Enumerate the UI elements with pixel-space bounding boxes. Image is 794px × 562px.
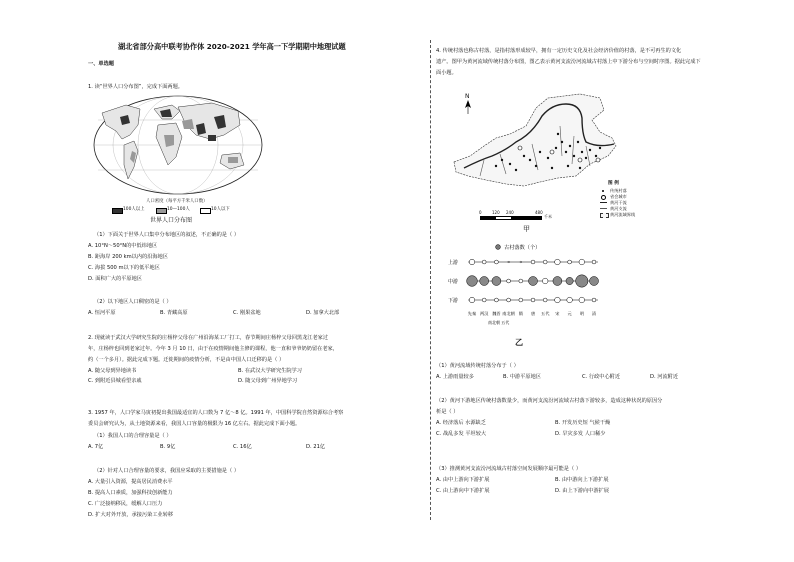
q3-1-option-c: C. 16亿 <box>233 444 252 450</box>
q1-2-option-d: D. 加拿大北部 <box>306 310 340 316</box>
tributary-line-icon <box>600 208 607 209</box>
q4-1-option-b: B. 中游平原地区 <box>503 374 541 380</box>
scale-label-0: 0 <box>479 210 482 215</box>
chart-point <box>508 261 510 263</box>
q3-2-option-d: D. 扩大对外开放，承接污染工业转移 <box>88 512 174 518</box>
chart-point <box>469 259 475 265</box>
chart-x-tick-label: 五代 <box>541 311 550 316</box>
q4-2-option-c: C. 战乱多发 平坦较大 <box>436 431 487 437</box>
legend-capital: 省会城市 <box>610 194 627 199</box>
q3-2-option-c: C. 广泛接纳移民，缓解人口压力 <box>88 501 163 507</box>
chart-x-tick-label: 明 <box>579 311 584 316</box>
chart-point <box>520 261 522 263</box>
chart-point <box>467 276 478 287</box>
chart-point <box>579 259 585 265</box>
chart-point <box>579 297 585 303</box>
legend-swatch-dense <box>112 208 123 214</box>
chart-point <box>519 298 523 302</box>
chart-row-label: 中游 <box>448 279 459 285</box>
q3-2-stem: （2）针对人口合理容量的要求，我国应采取的主要措施是（ ） <box>94 468 240 474</box>
chart-x-tick-label: 魏晋 <box>492 311 501 316</box>
legend-label-dense: 100人以上 <box>123 207 145 212</box>
q1-2-option-a: A. 恒河平原 <box>88 310 116 316</box>
chart-point <box>519 279 523 283</box>
chart-point <box>492 277 501 286</box>
map2-caption: 甲 <box>523 225 530 233</box>
q2-line-3: 约（一个多月）。据此完成下题。迁徙期间的疫情分析，不是由中国人口迁移的是（ ） <box>88 357 285 363</box>
chart-legend-label: 古村落数（个） <box>504 245 541 251</box>
chart-row-label: 下游 <box>448 298 459 304</box>
q3-1-stem: （1）我国人口的合理容量是（ ） <box>94 433 172 439</box>
q4-3-option-a: A. 由中上游向下游扩展 <box>436 477 490 483</box>
chart-x-tick-label: 南北朝 <box>502 311 515 316</box>
chart-point <box>469 297 475 303</box>
q4-1-stem: （1）黄河流域传统村落分布于（ ） <box>436 363 519 369</box>
q1-1-option-a: A. 10°N～50°N的中低纬地区 <box>88 243 158 249</box>
village-dot-icon <box>602 190 604 192</box>
north-arrow-icon <box>464 100 472 114</box>
chart-x-tick-label: 两汉 <box>480 311 489 316</box>
q2-line-2: 年，庄杨梓也回到老家过年。今年 3 月 10 日，由于在疫情期间他主修的课程，他一直和爷爷奶奶留在老家， <box>88 346 338 352</box>
scale-unit: 千米 <box>544 214 552 219</box>
chart-point <box>592 260 596 264</box>
section-heading: 一、单选题 <box>88 61 114 67</box>
legend-label-medium: 10—100人 <box>167 207 190 212</box>
chart-point <box>542 278 548 284</box>
legend-boundary: 黄河流域界线 <box>610 212 636 217</box>
q1-1-option-d: D. 面积广大的平原地区 <box>88 276 142 282</box>
q4-3-option-c: C. 由上游向中下游扩展 <box>436 488 490 494</box>
map2-legend-title: 图 例 <box>608 181 619 186</box>
chart-point <box>543 298 547 302</box>
q4-2-option-b: B. 开发历史短 气候干燥 <box>555 420 611 426</box>
chart-point <box>529 277 538 286</box>
q3-2-option-b: B. 提高人口素质，加强科技创新能力 <box>88 490 173 496</box>
q4-3-option-b: B. 由中游向上下游扩展 <box>555 477 609 483</box>
chart-x-tick-label: 先秦 <box>467 311 477 316</box>
chart-point <box>555 297 561 303</box>
map1-legend-title: 人口密度（每平方千米人口数） <box>146 199 208 204</box>
q2-option-c: C. 到附近县城看望亲戚 <box>88 378 142 384</box>
chart-point <box>566 277 573 284</box>
chart-point <box>555 259 561 265</box>
chart-point <box>568 260 572 264</box>
scale-label-480: 480 <box>535 210 543 215</box>
scale-label-240: 240 <box>506 210 514 215</box>
map1-caption: 世界人口分布图 <box>150 217 193 224</box>
basin-boundary-icon <box>600 213 609 218</box>
q4-line-3: 面小题。 <box>436 70 457 76</box>
q4-3-option-d: D. 由上下游向中游扩展 <box>555 488 609 494</box>
north-label: N <box>465 93 470 100</box>
world-population-map <box>92 95 264 197</box>
q4-line-1: 4. 传统村落也称古村落，是指村落形成较早，拥有一定历史文化及社会经济价值的村落，是不可再生的文化 <box>436 48 682 54</box>
scale-bar <box>480 216 542 220</box>
chart-point <box>590 277 599 286</box>
legend-label-sparse: 10人以下 <box>211 207 230 212</box>
chart-point <box>507 279 511 283</box>
capital-circle-icon <box>601 195 606 200</box>
chart-point <box>482 260 486 264</box>
chart-point <box>482 298 486 302</box>
q4-2-line-1: （2）黄河下游地区传统村落数量少，而黄河支流汾河流域古村落下游较多，造成这种状况的原因分 <box>436 398 663 404</box>
legend-swatch-medium <box>156 208 167 214</box>
chart-point <box>507 298 511 302</box>
question-1-intro: 1. 读“世界人口分布图”，完成下面两题。 <box>88 84 183 90</box>
q2-option-a: A. 随父母到异地读书 <box>88 368 137 374</box>
chart-point <box>480 277 489 286</box>
q1-2-option-b: B. 青藏高原 <box>160 310 188 316</box>
main-river-line-icon <box>600 202 607 203</box>
q4-2-option-a: A. 经济落后 水源缺乏 <box>436 420 486 426</box>
q1-1-option-b: B. 距海岸 200 km以内的沿海地区 <box>88 254 168 260</box>
q3-1-option-b: B. 9亿 <box>160 444 176 450</box>
chart-x-tick-label: 唐 <box>530 311 536 316</box>
q4-2-line-2: 析是（ ） <box>436 409 459 415</box>
q4-1-option-a: A. 上游雨量较多 <box>436 374 474 380</box>
chart-group-label: 南北朝 五代 <box>488 320 510 325</box>
chart-row-label: 上游 <box>448 260 459 266</box>
chart-x-tick-label: 清 <box>591 311 597 316</box>
q3-line-2: 委员会研究认为，从土地资源来看，我国人口容量的极限为 16 亿左右。据此完成下面小题。 <box>88 421 301 427</box>
q4-line-2: 遗产。图甲为黄河流域传统村落分布图，图乙表示黄河支流汾河流域古村落上中下游分布与空间时序图。据此完成下 <box>436 59 701 65</box>
legend-village: 传统村落 <box>610 188 627 193</box>
q4-3-stem: （3）推测黄河支流汾河流域古村落空间发展顺序最可能是（ ） <box>436 466 582 472</box>
q1-1-option-c: C. 海拔 500 m以下的低平地区 <box>88 265 160 271</box>
chart-point <box>543 260 547 264</box>
doc-title: 湖北省部分高中联考协作体 2020-2021 学年高一下学期期中地理试题 <box>118 42 346 51</box>
q1-2-stem: （2）以下地区人口稠密的是（ ） <box>94 299 172 305</box>
chart-point <box>567 297 573 303</box>
chart-caption: 乙 <box>515 338 523 347</box>
chart-legend-dot <box>496 245 501 250</box>
q2-line-1: 2. 现就读于武汉大学研究生院的庄杨梓父母在广州沿海某工厂打工，春节期间庄杨梓父母回黑龙江老家过 <box>88 335 329 341</box>
chart-x-tick-label: 隋 <box>518 311 523 316</box>
q2-option-b: B. 在武汉大学研究生院学习 <box>238 368 302 374</box>
q3-1-option-a: A. 7亿 <box>88 444 104 450</box>
q3-line-1: 3. 1957 年，人口学家马寅初提出我国最适宜的人口数为 7 亿～8 亿。1991 年，中国科学院自然资源综合考察 <box>88 410 344 416</box>
ancient-village-chart <box>448 242 600 328</box>
q3-1-option-d: D. 21亿 <box>306 444 326 450</box>
chart-point <box>553 277 562 286</box>
legend-swatch-sparse <box>200 208 211 214</box>
scale-label-120: 120 <box>492 210 500 215</box>
chart-point <box>494 260 498 264</box>
chart-point <box>592 298 596 302</box>
chart-point <box>494 298 498 302</box>
legend-main-river: 黄河干流 <box>610 200 627 205</box>
q4-1-option-c: C. 行政中心附近 <box>582 374 621 380</box>
q2-option-d: D. 随父母到广州异地学习 <box>238 378 298 384</box>
legend-tributary: 黄河支流 <box>610 206 627 211</box>
chart-point <box>531 260 535 264</box>
column-divider <box>430 40 431 520</box>
q3-2-option-a: A. 大量引入资源，提高居民消费水平 <box>88 479 173 485</box>
q4-1-option-d: D. 河流附近 <box>650 374 679 380</box>
q1-2-option-c: C. 刚果盆地 <box>233 310 261 316</box>
chart-point <box>531 298 535 302</box>
q1-1-stem: （1）下面关于世界人口集中分布地区的叙述，不正确的是（ ） <box>94 232 240 238</box>
q4-2-option-d: D. 旱灾多发 人口稀少 <box>555 431 606 437</box>
chart-point <box>576 275 588 287</box>
chart-x-tick-label: 宋 <box>555 311 560 316</box>
chart-x-tick-label: 元 <box>567 311 572 316</box>
